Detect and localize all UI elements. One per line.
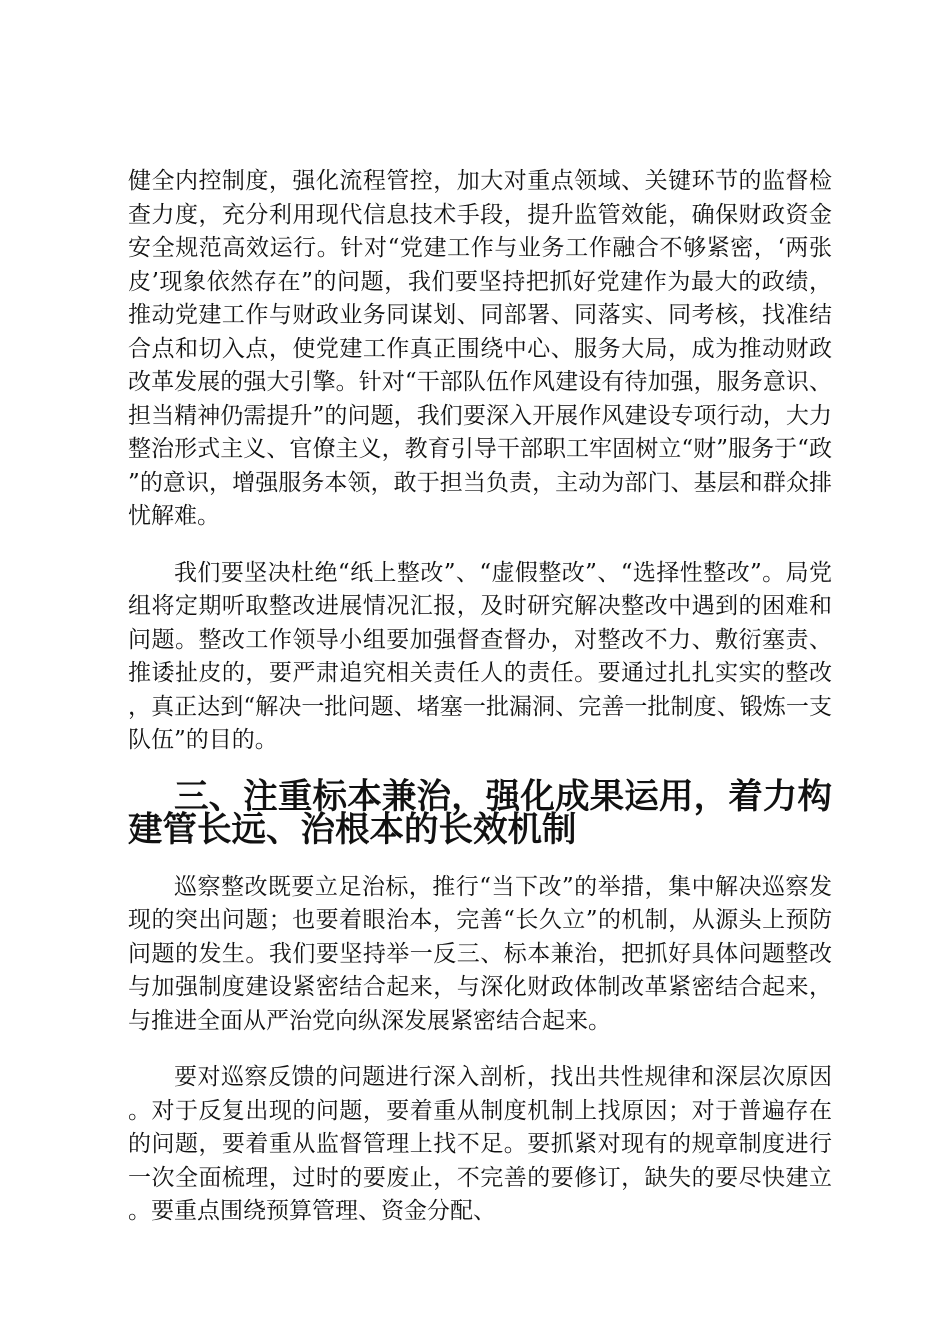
document-page xyxy=(128,165,832,1229)
paragraph-4: 要对巡察反馈的问题进行深入剖析，找出共性规律和深层次原因。对于反复出现的问题，要着重从制度机制上找原因；对于普遍存在的问题，要着重从监督管理上找不足。要抓紧对现有的规章制度进行一次全面梳理，过时的要废止，不完善的要修订，缺失的要尽快建立。要重点围绕预算管理、资金分配、 xyxy=(128,1064,832,1224)
paragraph-3: 巡察整改既要立足治标，推行“当下改”的举措，集中解决巡察发现的突出问题；也要着眼治本，完善“长久立”的机制，从源头上预防问题的发生。我们要坚持举一反三、标本兼治，把抓好具体问题整改与加强制度建设紧密结合起来，与深化财政体制改革紧密结合起来，与推进全面从严治党向纵深发展紧密结合起来。 xyxy=(128,873,832,1034)
paragraph-2: 我们要坚决杜绝“纸上整改”、“虚假整改”、“选择性整改”。局党组将定期听取整改进展情况汇报，及时研究解决整改中遇到的困难和问题。整改工作领导小组要加强督查督办，对整改不力、敷衍塞责、推诿扯皮的，要严肃追究相关责任人的责任。要通过扎扎实实的整改，真正达到“解决一批问题、堵塞一批漏洞、完善一批制度、锻炼一支队伍”的目的。 xyxy=(128,559,832,753)
section-heading-3: 三、注重标本兼治，强化成果运用，着力构建管长远、治根本的长效机制 xyxy=(128,776,832,850)
paragraph-1: 健全内控制度，强化流程管控，加大对重点领域、关键环节的监督检查力度，充分利用现代信息技术手段，提升监管效能，确保财政资金安全规范高效运行。针对“党建工作与业务工作融合不够紧密，‘两张皮’现象依然存在”的问题，我们要坚持把抓好党建作为最大的政绩，推动党建工作与财政业务同谋划、同部署、同落实、同考核，找准结合点和切入点，使党建工作真正围绕中心、服务大局，成为推动财政改革发展的强大引擎。针对“干部队伍作风建设有待加强，服务意识、担当精神仍需提升”的问题，我们要深入开展作风建设专项行动，大力整治形式主义、官僚主义，教育引导干部职工牢固树立“财”服务于“政”的意识，增强服务本领，敢于担当负责，主动为部门、基层和群众排忧解难。 xyxy=(128,168,832,529)
